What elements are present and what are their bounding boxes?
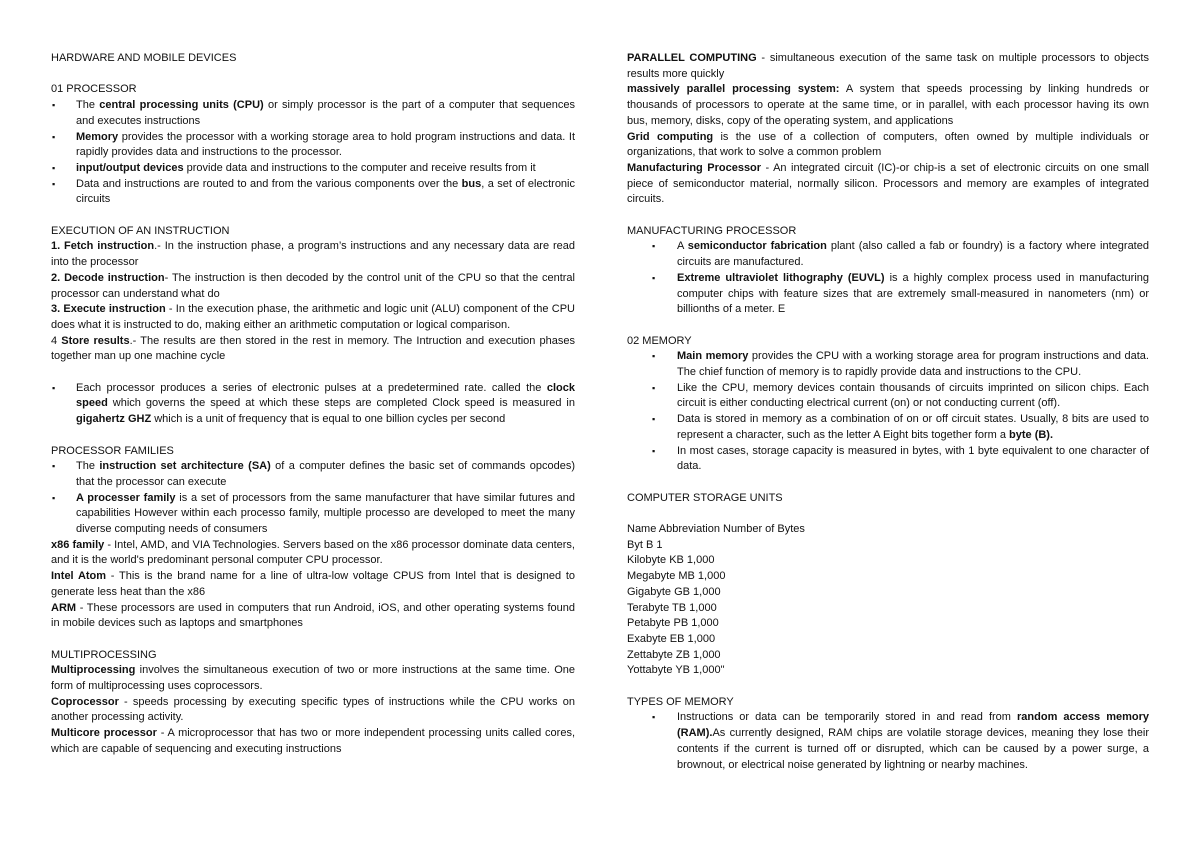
text-run: Like the CPU, memory devices contain thousands of circuits imprinted on silicon chips. Each circuit is either conducting electrical current (on) or not conducting current (off).: [677, 381, 1149, 410]
paragraph: [627, 51, 1149, 82]
text-run: or simply processor is the part of a computer that sequences and executes instructions: [76, 99, 575, 127]
bold-term: Intel Atom: [51, 570, 107, 583]
families-bullets: [51, 459, 575, 538]
paragraph: [51, 239, 575, 270]
paragraph: [51, 334, 575, 365]
manufacturing-bullets: [627, 239, 1149, 318]
list-item: [627, 239, 1149, 270]
storage-unit-row: Zettabyte ZB 1,000: [627, 648, 721, 661]
list-item: [627, 271, 1149, 318]
paragraph: [627, 130, 1149, 161]
storage-unit-row: Yottabyte YB 1,000": [627, 664, 725, 677]
storage-unit-row: Kilobyte KB 1,000: [627, 554, 715, 567]
bold-term: Coprocessor: [51, 695, 119, 708]
processor-bullets: [51, 98, 575, 208]
memory-bullets: [627, 349, 1149, 475]
bold-term: byte (B).: [1009, 428, 1054, 441]
bold-term: clock speed: [76, 381, 575, 410]
list-item: [627, 412, 1149, 443]
text-run: Each processor produces a series of electronic pulses at a predetermined rate. called the: [76, 381, 547, 394]
list-item: [627, 381, 1149, 412]
bold-term: Multiprocessing: [51, 664, 136, 677]
list-item: [51, 459, 575, 490]
text-run: , a set of electronic circuits: [76, 177, 575, 206]
bold-term: 2. Decode instruction: [51, 271, 165, 284]
storage-units-header-row: Name Abbreviation Number of Bytes: [627, 523, 805, 536]
text-run: is a highly complex process used in manufacturing computer chips with feature sizes that are extremely small-measured in nanometers (nm) or billionths of a meter. E: [677, 271, 1150, 316]
text-run: is a set of processors from the same manufacturer that have similar futures and capabilities However within each processo family, multiple processo are developed to meet the many diverse computing needs of consumers: [76, 491, 575, 536]
section-heading-memory: 02 MEMORY: [627, 334, 692, 347]
bold-term: ARM: [51, 601, 77, 614]
bold-term: Memory: [76, 130, 119, 143]
storage-units-rows: [627, 538, 1149, 679]
text-run: .- In the instruction phase, a program’s instructions and any necessary data are read into the processor: [51, 240, 575, 269]
section-heading-families: PROCESSOR FAMILIES: [51, 444, 174, 457]
storage-unit-row: Exabyte EB 1,000: [627, 632, 716, 645]
text-run: .- The results are then stored in the rest in memory. The Intruction and execution phases together man up one machine cycle: [51, 334, 575, 363]
text-run: In most cases, storage capacity is measured in bytes, with 1 byte equivalent to one character of data.: [677, 444, 1149, 473]
section-heading-manufacturing: MANUFACTURING PROCESSOR: [627, 224, 797, 237]
text-run: 4: [51, 334, 62, 347]
text-run: Instructions or data can be temporarily stored in and read from: [677, 711, 1018, 724]
paragraph: [51, 695, 575, 726]
text-run: The: [76, 460, 100, 473]
storage-unit-row: Megabyte MB 1,000: [627, 570, 726, 583]
bold-term: 1. Fetch instruction: [51, 240, 155, 253]
text-run: - speeds processing by executing specific types of instructions while the CPU works on another processing activity.: [51, 695, 575, 724]
bold-term: PARALLEL COMPUTING: [627, 52, 757, 64]
list-item: [51, 130, 575, 161]
types-of-memory-bullets: [627, 710, 1149, 773]
text-run: A system that speeds processing by linking hundreds or thousands of processors to operate at the same time, or in parallel, with each processor having its own bus, memory, disks, copy of the operating system, and applications: [627, 83, 1149, 127]
paragraph: [51, 663, 575, 694]
bold-term: Store results: [61, 334, 130, 347]
storage-unit-row: Gigabyte GB 1,000: [627, 585, 721, 598]
parallel-computing-paragraphs: [627, 51, 1149, 208]
text-run: is the use of a collection of computers, often owned by multiple individuals or organizations, that work to solve a common problem: [627, 130, 1149, 159]
list-item: [51, 381, 575, 428]
right-column: [627, 51, 1149, 773]
paragraph: [51, 601, 575, 632]
text-run: which is a unit of frequency that is equal to one billion cycles per second: [151, 413, 506, 426]
paragraph: [627, 82, 1149, 129]
section-heading-execution: EXECUTION OF AN INSTRUCTION: [51, 224, 230, 237]
text-run: provides the processor with a working storage area to hold program instructions and data. It rapidly provides data and instructions to the processor.: [76, 130, 575, 159]
list-item: [51, 177, 575, 208]
families-paragraphs: [51, 538, 575, 632]
text-run: - In the execution phase, the arithmetic and logic unit (ALU) component of the CPU does what it is instructed to do, making either an arithmetic computation or logical comparison.: [51, 303, 575, 331]
paragraph: [51, 271, 575, 302]
text-run: Data is stored in memory as a combination of on or off circuit states. Usually, 8 bits are used to represent a character, such as the letter A Eight bits together form a: [677, 413, 1149, 441]
paragraph: [51, 302, 575, 333]
section-heading-multiprocessing: MULTIPROCESSING: [51, 648, 157, 661]
bold-term: instruction set architecture (SA): [99, 460, 271, 473]
bold-term: Grid computing: [627, 130, 714, 143]
section-heading-storage-units: COMPUTER STORAGE UNITS: [627, 491, 783, 504]
text-run: - An integrated circuit (IC)-or chip-is a set of electronic circuits on one small piece of semiconductor material, normally silicon. Processors and memory are examples of integrated circuits.: [627, 161, 1149, 206]
bold-term: Main memory: [677, 350, 749, 363]
document-title: HARDWARE AND MOBILE DEVICES: [51, 52, 237, 64]
multiprocessing-paragraphs: [51, 663, 575, 757]
list-item: [627, 710, 1149, 773]
section-heading-processor: 01 PROCESSOR: [51, 83, 137, 96]
bold-term: massively parallel processing system:: [627, 83, 840, 96]
bold-term: random access memory (RAM).: [677, 711, 1150, 740]
bold-term: Extreme ultraviolet lithography (EUVL): [677, 271, 885, 284]
bold-term: bus: [461, 177, 482, 190]
paragraph: [51, 538, 575, 569]
bold-term: x86 family: [51, 538, 105, 551]
bold-term: Multicore processor: [51, 727, 157, 740]
list-item: [627, 444, 1149, 475]
bold-term: input/output devices: [76, 161, 184, 174]
list-item: [51, 491, 575, 538]
paragraph: [51, 569, 575, 600]
text-run: of a computer defines the basic set of commands opcodes) that the processor can execute: [76, 460, 576, 488]
storage-unit-row: Petabyte PB 1,000: [627, 617, 719, 630]
text-run: A: [677, 240, 688, 253]
text-run: Data and instructions are routed to and from the various components over the: [76, 177, 462, 190]
bold-term: semiconductor fabrication: [687, 240, 827, 253]
bold-term: 3. Execute instruction: [51, 303, 166, 316]
storage-unit-row: Byt B 1: [627, 538, 663, 551]
list-item: [627, 349, 1149, 380]
bold-term: Manufacturing Processor: [627, 161, 762, 174]
text-run: provides the CPU with a working storage area for program instructions and data. The chief function of memory is to rapidly provide data and instructions to the CPU.: [677, 350, 1149, 379]
bold-term: A processer family: [76, 491, 176, 504]
text-run: - simultaneous execution of the same task on multiple processors to objects results more quickly: [627, 52, 1149, 80]
text-run: - A microprocessor that has two or more independent processing units called cores, which are capable of sequencing and executing instructions: [51, 727, 575, 755]
text-run: - These processors are used in computers that run Android, iOS, and other operating systems found in mobile devices such as laptops and smartphones: [51, 601, 575, 630]
storage-unit-row: Terabyte TB 1,000: [627, 601, 717, 614]
text-run: involves the simultaneous execution of two or more instructions at the same time. One form of multiprocessing uses coprocessors.: [51, 664, 575, 693]
text-run: plant (also called a fab or foundry) is a factory where integrated circuits are manufactured.: [677, 240, 1149, 269]
text-run: provide data and instructions to the computer and receive results from it: [183, 161, 536, 174]
list-item: [51, 98, 575, 129]
clock-speed-bullets: [51, 381, 575, 428]
bold-term: central processing units (CPU): [99, 99, 264, 112]
section-heading-types-of-memory: TYPES OF MEMORY: [627, 695, 734, 708]
paragraph: [627, 161, 1149, 208]
bold-term: gigahertz GHZ: [76, 413, 152, 426]
paragraph: [51, 726, 575, 757]
text-run: The: [76, 99, 100, 112]
text-run: As currently designed, RAM chips are volatile storage devices, meaning they lose their contents if the current is turned off or disrupted, which can be caused by a power surge, a brownout, or electrical noise generated by lightning or nearby machines.: [677, 727, 1149, 771]
text-run: - Intel, AMD, and VIA Technologies. Servers based on the x86 processor dominate data centers, and it is the world's predominant personal computer CPU processor.: [51, 538, 575, 567]
text-run: - The instruction is then decoded by the control unit of the CPU so that the central processor can understand what do: [51, 271, 575, 300]
text-run: which governs the speed at which these steps are completed Clock speed is measured in: [107, 397, 575, 410]
left-column: [51, 51, 575, 758]
list-item: [51, 161, 575, 177]
text-run: - This is the brand name for a line of ultra-low voltage CPUS from Intel that is designed to generate less heat than the x86: [51, 570, 575, 598]
execution-steps: [51, 239, 575, 365]
